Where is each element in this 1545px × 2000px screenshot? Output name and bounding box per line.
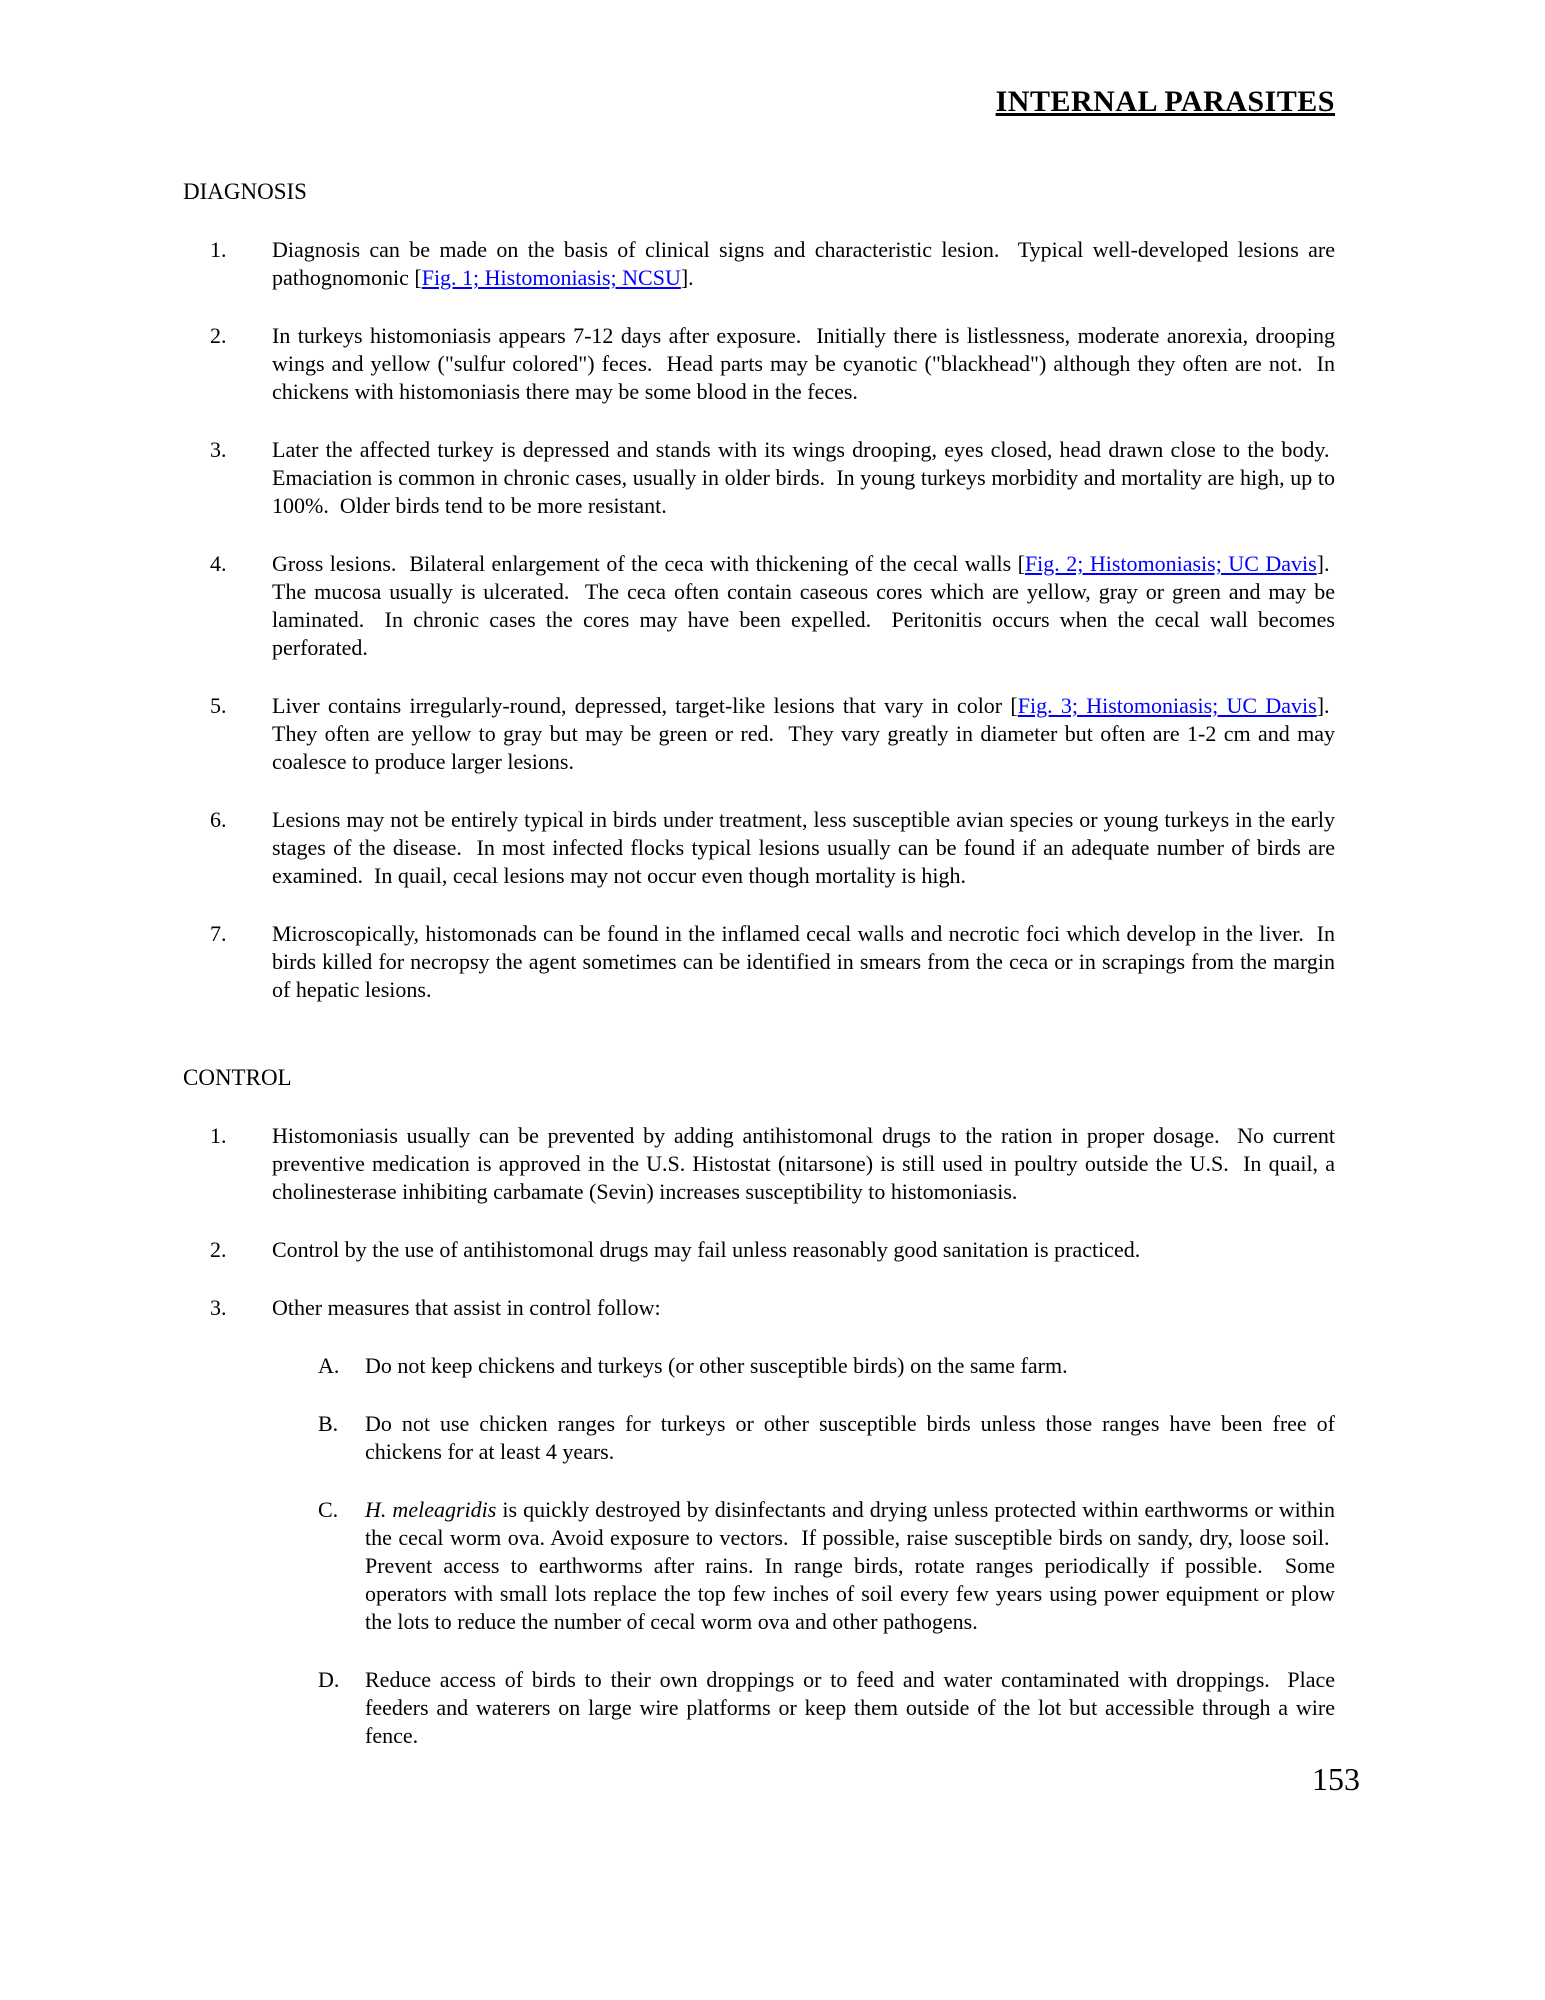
- list-item-3: 3. Other measures that assist in control follow:: [210, 1295, 661, 1320]
- item-marker: 2.: [210, 323, 227, 348]
- item-marker: 4.: [210, 551, 227, 576]
- item-marker: 3.: [210, 437, 227, 462]
- fig2-histomoniasis-ucdavis-link[interactable]: Fig. 2; Histomoniasis; UC Davis: [1024, 551, 1317, 576]
- list-item-C: C. H. meleagridis is quickly destroyed by disinfectants and drying unless protected within earthworms or within the cecal worm ova. Avoid exposure to vectors. If possible, raise susceptible birds on sandy, dry, loose soil. Prevent access to earthworms after rains. In range birds, rotate ranges periodically if possible. Some operators with small lots replace the top few inches of soil every few years using power equipment or plow the lots to reduce the number of cecal worm ova and other pathogens.: [318, 1497, 1335, 1634]
- item-marker: 5.: [210, 693, 227, 718]
- list-item-6: 6. Lesions may not be entirely typical in birds under treatment, less susceptible avian species or young turkeys in the early stages of the disease. In most infected flocks typical lesions usually can be found if an adequate number of birds are examined. In quail, cecal lesions may not occur even though mortality is high.: [210, 807, 1335, 888]
- item-marker: 7.: [210, 921, 227, 946]
- item-marker: A.: [318, 1353, 340, 1378]
- fig1-histomoniasis-ncsu-link[interactable]: Fig. 1; Histomoniasis; NCSU: [421, 265, 681, 290]
- section-heading-control: CONTROL: [183, 1065, 292, 1090]
- document-body: [183, 178, 1335, 1750]
- item-marker: 3.: [210, 1295, 227, 1320]
- list-item-2: 2. In turkeys histomoniasis appears 7-12 days after exposure. Initially there is listlessness, moderate anorexia, drooping wings and yellow ("sulfur colored") feces. Head parts may be cyanotic ("blackhead") although they often are not. In chickens with histomoniasis there may be some blood in the feces.: [210, 323, 1335, 404]
- fig3-histomoniasis-ucdavis-link[interactable]: Fig. 3; Histomoniasis; UC Davis: [1017, 693, 1317, 718]
- item-marker: B.: [318, 1411, 339, 1436]
- list-item-D: D. Reduce access of birds to their own droppings or to feed and water contaminated with droppings. Place feeders and waterers on large wire platforms or keep them outside of the lot but accessible through a wire fence.: [318, 1667, 1335, 1748]
- page-number: 153: [1312, 1761, 1360, 1797]
- list-item-2: 2. Control by the use of antihistomonal drugs may fail unless reasonably good sanitation is practiced.: [210, 1237, 1141, 1262]
- list-item-3: 3. Later the affected turkey is depressed and stands with its wings drooping, eyes closed, head drawn close to the body. Emaciation is common in chronic cases, usually in older birds. In young turkeys morbidity and mortality are high, up to 100%. Older birds tend to be more resistant.: [210, 437, 1335, 518]
- item-marker: 6.: [210, 807, 227, 832]
- list-item-1: 1. Diagnosis can be made on the basis of clinical signs and characteristic lesion. Typical well-developed lesions are pathognomonic [Fig. 1; Histomoniasis; NCSU].: [210, 237, 1335, 290]
- item-marker: 1.: [210, 1123, 227, 1148]
- list-item-B: B. Do not use chicken ranges for turkeys or other susceptible birds unless those ranges have been free of chickens for at least 4 years.: [318, 1411, 1335, 1464]
- item-marker: 1.: [210, 237, 227, 262]
- item-marker: 2.: [210, 1237, 227, 1262]
- item-marker: C.: [318, 1497, 339, 1522]
- list-item-A: A. Do not keep chickens and turkeys (or other susceptible birds) on the same farm.: [318, 1353, 1068, 1378]
- list-item-5: 5. Liver contains irregularly-round, depressed, target-like lesions that vary in color [Fig. 3; Histomoniasis; UC Davis]. They often are yellow to gray but may be green or red. They vary greatly in diameter but often are 1-2 cm and may coalesce to produce larger lesions.: [210, 693, 1336, 774]
- list-item-1: 1. Histomoniasis usually can be prevented by adding antihistomonal drugs to the ration in proper dosage. No current preventive medication is approved in the U.S. Histostat (nitarsone) is still used in poultry outside the U.S. In quail, a cholinesterase inhibiting carbamate (Sevin) increases susceptibility to histomoniasis.: [210, 1123, 1335, 1204]
- species-name-italic: H. meleagridis: [365, 1497, 497, 1522]
- list-item-4: 4. Gross lesions. Bilateral enlargement of the ceca with thickening of the cecal walls [Fig. 2; Histomoniasis; UC Davis]. The mucosa usually is ulcerated. The ceca often contain caseous cores which are yellow, gray or green and may be laminated. In chronic cases the cores may have been expelled. Peritonitis occurs when the cecal wall becomes perforated.: [210, 551, 1335, 660]
- item-marker: D.: [318, 1667, 340, 1692]
- page-title: INTERNAL PARASITES: [995, 85, 1335, 118]
- section-heading-diagnosis: DIAGNOSIS: [183, 179, 307, 204]
- list-item-7: 7. Microscopically, histomonads can be found in the inflamed cecal walls and necrotic foci which develop in the liver. In birds killed for necropsy the agent sometimes can be identified in smears from the ceca or in scrapings from the margin of hepatic lesions.: [210, 921, 1335, 1002]
